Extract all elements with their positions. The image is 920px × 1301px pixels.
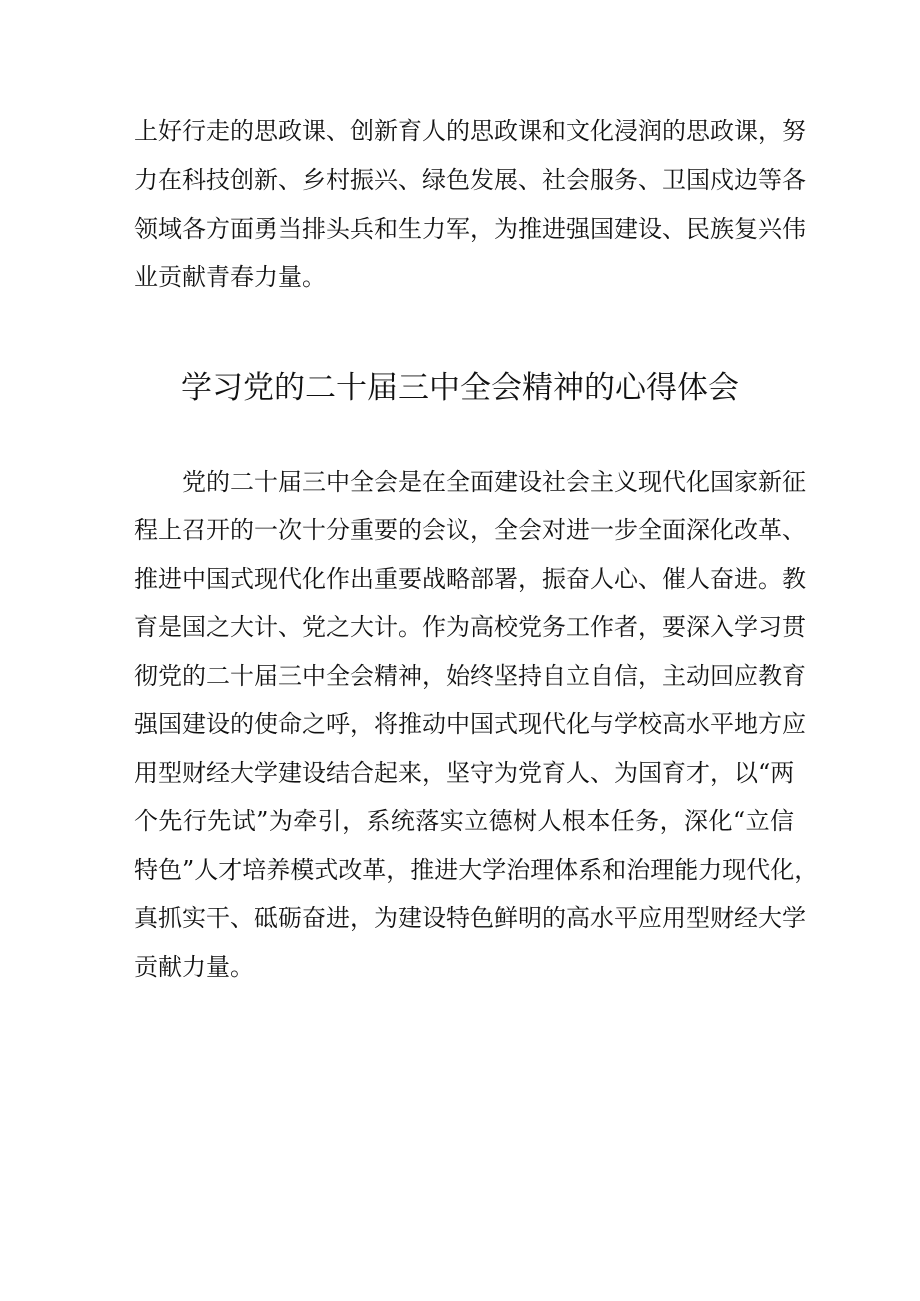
intro-line-1: 上好行走的思政课、创新育人的思政课和文化浸润的思政课，努 [134,117,806,145]
body-line-9: 特色”人才培养模式改革，推进大学治理体系和治理能力现代化， [134,856,819,884]
intro-line-2: 力在科技创新、乡村振兴、绿色发展、社会服务、卫国戍边等各 [134,166,806,194]
body-line-4: 育是国之大计、党之大计。作为高校党务工作者，要深入学习贯 [134,613,806,641]
body-line-7: 用型财经大学建设结合起来，坚守为党育人、为国育才，以“两 [134,759,795,787]
article-title: 学习党的二十届三中全会精神的心得体会 [181,370,739,406]
body-line-10: 真抓实干、砥砺奋进，为建设特色鲜明的高水平应用型财经大学 [134,904,806,932]
body-line-11: 贡献力量。 [134,953,254,981]
body-line-1: 党的二十届三中全会是在全面建设社会主义现代化国家新征 [182,468,806,496]
body-line-3: 推进中国式现代化作出重要战略部署，振奋人心、催人奋进。教 [134,565,806,593]
intro-line-4: 业贡献青春力量。 [134,263,326,291]
body-line-6: 强国建设的使命之呼，将推动中国式现代化与学校高水平地方应 [134,710,806,738]
intro-line-3: 领域各方面勇当排头兵和生力军，为推进强国建设、民族复兴伟 [134,215,806,243]
body-line-8: 个先行先试”为牵引，系统落实立德树人根本任务，深化“立信 [134,807,794,835]
body-line-5: 彻党的二十届三中全会精神，始终坚持自立自信，主动回应教育 [134,662,806,690]
body-line-2: 程上召开的一次十分重要的会议，全会对进一步全面深化改革、 [134,516,806,544]
